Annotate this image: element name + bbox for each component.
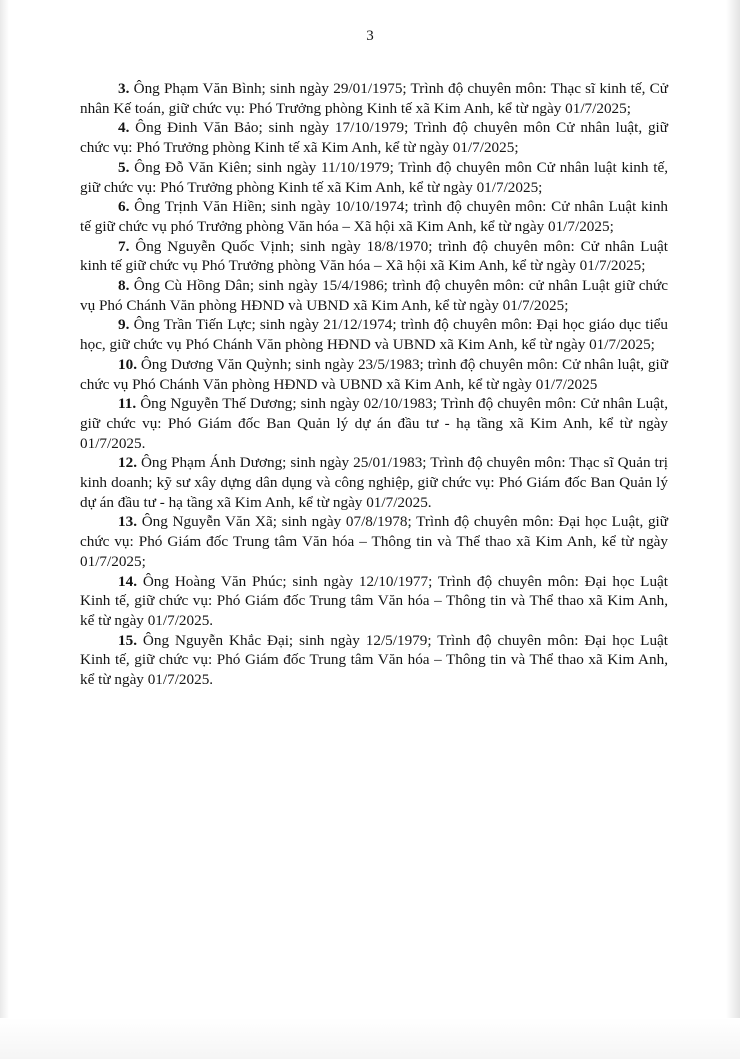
item-number: 8. — [118, 277, 130, 295]
list-item — [80, 512, 668, 571]
item-text: Ông Nguyễn Thế Dương; sinh ngày 02/10/1983; Trình độ chuyên môn: Cử nhân Luật, giữ chức vụ: Phó Giám đốc Ban Quản lý dự án đầu tư - hạ tầng xã Kim Anh, kể từ ngày 01/7/2025. — [80, 395, 668, 452]
item-number: 13. — [118, 513, 137, 531]
page-edge-bottom — [0, 1018, 740, 1059]
list-item — [80, 453, 668, 512]
item-number: 6. — [118, 198, 130, 216]
list-item — [80, 572, 668, 631]
item-text: Ông Phạm Văn Bình; sinh ngày 29/01/1975; Trình độ chuyên môn: Thạc sĩ kinh tế, Cử nhân Kế toán, giữ chức vụ: Phó Trưởng phòng Kinh tế xã Kim Anh, kể từ ngày 01/7/2025; — [80, 80, 669, 117]
item-number: 11. — [118, 395, 137, 413]
item-text: Ông Nguyễn Khắc Đại; sinh ngày 12/5/1979; Trình độ chuyên môn: Đại học Luật Kinh tế, giữ chức vụ: Phó Giám đốc Trung tâm Văn hóa – Thông tin và Thể thao xã Kim Anh, kể từ ngày 01/7/2025. — [80, 631, 668, 689]
item-number: 9. — [118, 316, 130, 334]
item-text: Ông Cù Hồng Dân; sinh ngày 15/4/1986; trình độ chuyên môn: cử nhân Luật giữ chức vụ Phó Chánh Văn phòng HĐND và UBND xã Kim Anh, kể từ ngày 01/7/2025; — [80, 277, 668, 314]
list-item — [80, 394, 668, 453]
list-item — [80, 158, 668, 197]
list-item — [80, 237, 668, 276]
item-text: Ông Phạm Ánh Dương; sinh ngày 25/01/1983; Trình độ chuyên môn: Thạc sĩ Quản trị kinh doanh; kỹ sư xây dựng dân dụng và công nghiệp, giữ chức vụ: Phó Giám đốc Ban Quản lý dự án đầu tư - hạ tầng xã Kim Anh, kể từ ngày 01/7/2025. — [80, 454, 669, 511]
item-number: 14. — [118, 572, 137, 590]
item-text: Ông Đỗ Văn Kiên; sinh ngày 11/10/1979; Trình độ chuyên môn Cử nhân luật kinh tế, giữ chức vụ: Phó Trưởng phòng Kinh tế xã Kim Anh, kể từ ngày 01/7/2025; — [80, 158, 669, 196]
item-text: Ông Trịnh Văn Hiền; sinh ngày 10/10/1974; trình độ chuyên môn: Cử nhân Luật kinh tế giữ chức vụ phó Trưởng phòng Văn hóa – Xã hội xã Kim Anh, kể từ ngày 01/7/2025; — [80, 198, 669, 235]
item-number: 10. — [118, 355, 137, 373]
item-number: 3. — [118, 80, 130, 97]
item-text: Ông Trần Tiến Lực; sinh ngày 21/12/1974; trình độ chuyên môn: Đại học giáo dục tiểu học, giữ chức vụ Phó Chánh Văn phòng HĐND và UBND xã Kim Anh, kể từ ngày 01/7/2025; — [80, 316, 668, 354]
list-item — [80, 315, 668, 354]
item-text: Ông Nguyễn Quốc Vịnh; sinh ngày 18/8/1970; trình độ chuyên môn: Cử nhân Luật kinh tế giữ chức vụ Phó Trưởng phòng Văn hóa – Xã hội xã Kim Anh, kể từ ngày 01/7/2025; — [80, 237, 669, 275]
page-edge-right — [726, 0, 740, 1059]
item-number: 12. — [118, 454, 137, 472]
list-item — [80, 276, 668, 315]
list-item — [80, 79, 668, 118]
list-item — [80, 631, 668, 690]
item-number: 4. — [118, 119, 130, 137]
list-item — [80, 197, 668, 236]
list-item — [80, 118, 668, 157]
item-number: 7. — [118, 237, 130, 255]
item-text: Ông Hoàng Văn Phúc; sinh ngày 12/10/1977; Trình độ chuyên môn: Đại học Luật Kinh tế, giữ chức vụ: Phó Giám đốc Trung tâm Văn hóa – Thông tin và Thể thao xã Kim Anh, kể từ ngày 01/7/2025. — [80, 572, 669, 629]
page-edge-left — [0, 0, 9, 1059]
page-number: 3 — [366, 28, 374, 44]
document-body — [80, 79, 668, 690]
item-text: Ông Đinh Văn Bảo; sinh ngày 17/10/1979; Trình độ chuyên môn Cử nhân luật, giữ chức vụ: Phó Trưởng phòng Kinh tế xã Kim Anh, kể từ ngày 01/7/2025; — [80, 119, 669, 157]
item-text: Ông Nguyễn Văn Xã; sinh ngày 07/8/1978; Trình độ chuyên môn: Đại học Luật, giữ chức vụ: Phó Giám đốc Trung tâm Văn hóa – Thông tin và Thể thao xã Kim Anh, kể từ ngày 01/7/2025; — [80, 513, 669, 570]
item-number: 5. — [118, 158, 130, 176]
item-number: 15. — [118, 631, 137, 649]
item-text: Ông Dương Văn Quỳnh; sinh ngày 23/5/1983; trình độ chuyên môn: Cử nhân luật, giữ chức vụ Phó Chánh Văn phòng HĐND và UBND xã Kim Anh, kể từ ngày 01/7/2025 — [80, 355, 668, 393]
list-item — [80, 355, 668, 394]
